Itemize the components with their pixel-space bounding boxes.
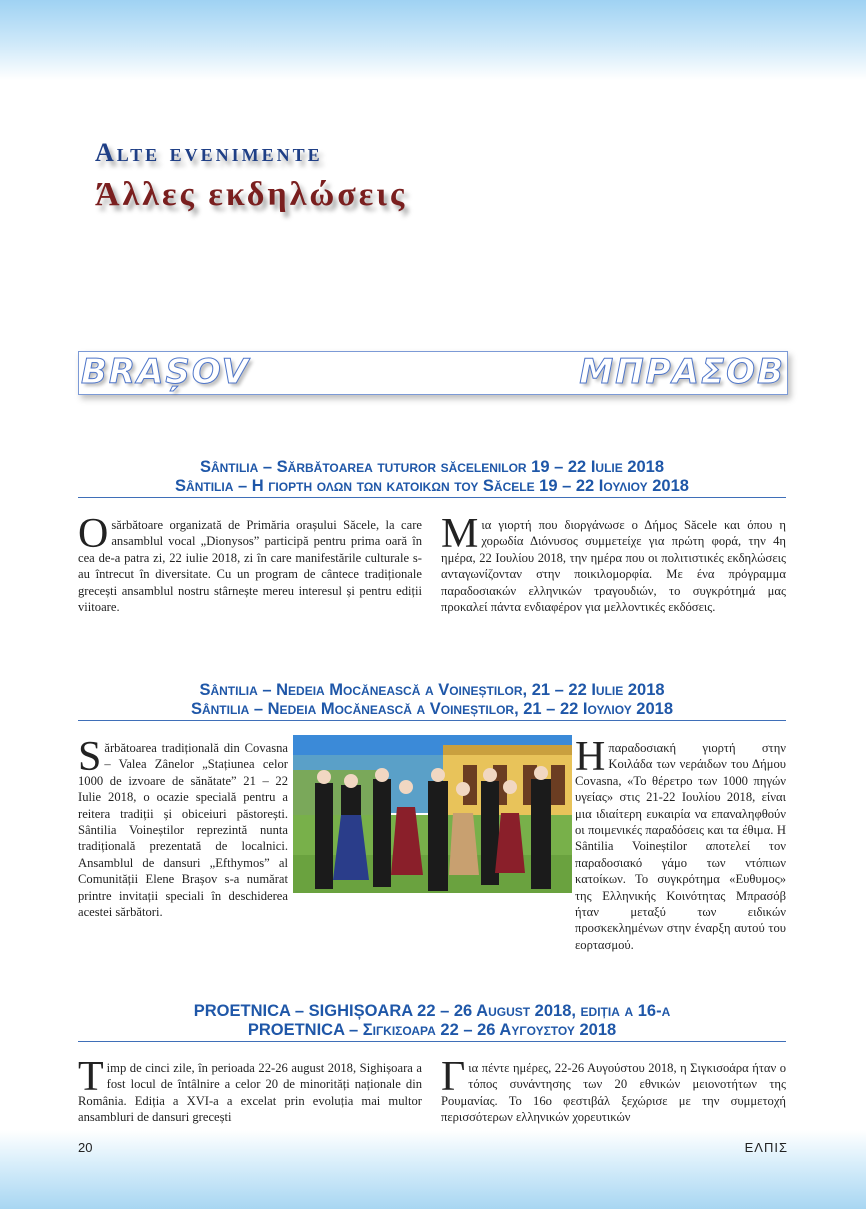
paragraph: ια πέντε ημέρες, 22-26 Αυγούστου 2018, η Σιγκισοάρα ήταν ο τόπος συνάντησης των 20 εθνικών μειονοτήτων της Ρουμανίας. Το 16ο φεστιβάλ ξεχώρισε με την συμμετοχή περισσότερων ελληνικών χορευτικών (441, 1061, 786, 1125)
city-banner (78, 351, 788, 395)
dropcap: Μ (441, 511, 479, 557)
section-3-text-greek (441, 1060, 786, 1128)
dropcap: S (78, 734, 102, 780)
paragraph: ια γιορτή που διοργάνωσε ο Δήμος Săcele και όπου η χορωδία Διόνυσος συμμετείχε για πρώτη φορά, την 4η ημέρα, 22 Ιουλίου 2018, την ημέρα που οι πολιτιστικές εκδηλώσεις ανταγωνίζονταν στην ποικιλομορφία. Με ένα πρόγραμμα παραδοσιακών ελληνικών τραγουδιών, το συγκρότημά μας προκαλεί πάντα ενδιαφέρον για μελλοντικές εκδόσεις. (441, 518, 786, 615)
section-1-heading-romanian: Sântilia – Sărbătoarea tuturor săcelenilor 19 – 22 Iulie 2018 (199, 458, 665, 476)
paragraph: sărbătoare organizată de Primăria orașului Săcele, la care ansamblul vocal „Dionysos” participă pentru prima oară în cea de-a patra zi, 22 iulie 2018, zi în care manifestările culturale s-au întrecut în diversitate. Cu un program de cântece tradiționale grecești ansamblul nostru stârnește mereu interesul și pentru ediții viitoare. (78, 518, 422, 615)
section-1-heading-greek: Sântilia – Η γιορτη ολων των κατοικων του Săcele 19 – 22 Ιουλιου 2018 (175, 477, 689, 495)
paragraph: ărbătoarea tradițională din Covasna – Valea Zânelor „Stațiunea celor 1000 de izvoare de sănătate” 21 – 22 Iulie 2018, o ocazie specială pentru a reitera tradiții și obiceiuri păstorești. Sântilia Voineștilor reprezintă nunta tradițională prezentată de localnici. Ansamblul de dansuri „Efthymos” al Comunității Elene Brașov s-a numărat printre invitații speciali în deschiderea acestei sărbători. (78, 741, 288, 920)
dropcap: T (78, 1060, 104, 1100)
top-gradient-band (0, 0, 866, 80)
section-2-rule (78, 720, 786, 721)
section-3-text-romanian (78, 1060, 422, 1128)
dropcap: Γ (441, 1060, 466, 1100)
section-2-text-greek-top (575, 734, 786, 953)
section-2-text-romanian-top (78, 734, 288, 920)
dropcap: Η (575, 734, 606, 780)
section-3-heading-greek: PROETNICA – Σιγκισοαρα 22 – 26 Αυγουστου 2018 (247, 1021, 617, 1039)
paragraph: παραδοσιακή γιορτή στην Κοιλάδα των νεράιδων του Δήμου Covasna, «Το θέρετρο των 1000 πηγών υγείας» στις 21-22 Ιουλίου 2018, είναι μια ιδιαίτερη ευκαιρία να επαναληφθούν οι ποιμενικές παραδόσεις και τα έθιμα. Η Sântilia Voineștilor αποτελεί τον παραδοσιακό γάμο των ντόπιων κατοίκων. Το συγκρότημα «Ευθυμος» της Ελληνικής Κοινότητας Μπρασόβ ήταν μεταξύ των ειδικών προσκεκλημένων στην έναρξη αυτού του εορτασμού. (575, 741, 786, 952)
paragraph: imp de cinci zile, în perioada 22-26 august 2018, Sighișoara a fost locul de întâlnire a celor 20 de minorități naționale din România. Ediția a XVI-a a excelat prin evoluția mai multor ansambluri de dansuri grecești (78, 1061, 422, 1125)
section-3-rule (78, 1041, 786, 1042)
section-1-text-greek (441, 511, 786, 615)
page-title-romanian: Alte evenimente (95, 138, 323, 167)
section-2-heading-romanian: Sântilia – Nedeia Mocănească a Voineștilor, 21 – 22 Iulie 2018 (199, 681, 665, 699)
folk-dance-group-photo (293, 735, 572, 893)
section-1-rule (78, 497, 786, 498)
dropcap: O (78, 511, 109, 557)
magazine-name: ΕΛΠΙΣ (744, 1140, 788, 1155)
city-name-greek: ΜΠΡΑΣΟΒ (579, 352, 785, 392)
page-title-greek: Άλλες εκδηλώσεις (95, 176, 408, 213)
page-number: 20 (78, 1140, 93, 1155)
city-name-romanian: BRAȘOV (81, 352, 250, 392)
bottom-gradient-band (0, 1130, 866, 1209)
section-2-heading-greek: Sântilia – Nedeia Mocănească a Voineștilor, 21 – 22 Ιουλιου 2018 (190, 700, 674, 718)
section-3-heading-romanian: PROETNICA – SIGHIȘOARA 22 – 26 August 2018, ediția a 16-a (193, 1002, 671, 1020)
section-1-text-romanian (78, 511, 422, 615)
photo-illustration (293, 735, 572, 893)
